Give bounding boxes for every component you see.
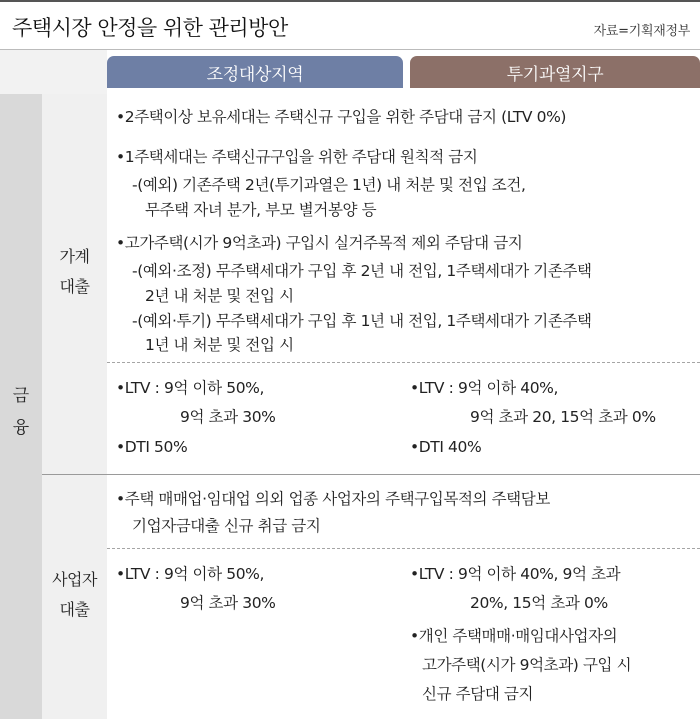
household-rule-1: •2주택이상 보유세대는 주택신규 구입을 위한 주담대 금지 (LTV 0%): [116, 108, 567, 126]
source-note: 자료=기획재정부: [593, 24, 690, 39]
household-spec-dti: •DTI 40%: [410, 438, 482, 456]
business-adj-ltv: •LTV : 9억 이하 50%,: [116, 565, 265, 583]
header-speculation-zone: 투기과열지구: [410, 56, 700, 88]
finance-label-line2: 융: [12, 418, 30, 438]
household-rule-2-exception: -(예외) 기존주택 2년(투기과열은 1년) 내 처분 및 전입 조건,: [132, 176, 526, 194]
household-adj-dti: •DTI 50%: [116, 438, 188, 456]
business-divider: [107, 548, 700, 549]
business-label-line1: 사업자: [52, 570, 97, 589]
header-corner: [0, 50, 107, 94]
business-spec-extra-cont1: 고가주택(시가 9억초과) 구입 시: [422, 656, 632, 674]
section-divider: [42, 474, 700, 475]
household-label-line2: 대출: [59, 277, 90, 296]
business-label: [42, 567, 107, 623]
business-spec-extra-cont2: 신규 주담대 금지: [422, 685, 534, 703]
business-spec-ltv-cont: 20%, 15억 초과 0%: [470, 594, 608, 612]
title-bar: [0, 0, 700, 50]
finance-label: [0, 384, 42, 440]
business-label-line2: 대출: [59, 600, 90, 619]
finance-label-line1: 금: [12, 386, 30, 406]
household-rule-2: •1주택세대는 주택신규구입을 위한 주담대 원칙적 금지: [116, 148, 478, 166]
business-rule-1-cont: 기업자금대출 신규 취급 금지: [132, 517, 321, 535]
row-label-business: [42, 475, 107, 719]
row-label-finance: [0, 94, 42, 719]
household-adj-ltv: •LTV : 9억 이하 50%,: [116, 379, 265, 397]
household-rule-3-exception-adj: -(예외·조정) 무주택세대가 구입 후 2년 내 전입, 1주택세대가 기존주택: [132, 262, 592, 280]
household-label: [42, 244, 107, 300]
household-divider: [107, 362, 700, 363]
row-label-household: [42, 94, 107, 474]
column-header-row: [0, 50, 700, 94]
household-rule-3-exception-spec-cont: 1년 내 처분 및 전입 시: [145, 336, 294, 354]
household-label-line1: 가계: [59, 247, 90, 266]
header-adjustment-zone: 조정대상지역: [107, 56, 403, 88]
business-spec-ltv: •LTV : 9억 이하 40%, 9억 초과: [410, 565, 621, 583]
household-spec-ltv-cont: 9억 초과 20, 15억 초과 0%: [470, 408, 656, 426]
business-rule-1: •주택 매매업·임대업 의외 업종 사업자의 주택구입목적의 주택담보: [116, 490, 550, 508]
household-rule-3: •고가주택(시가 9억초과) 구입시 실거주목적 제외 주담대 금지: [116, 234, 523, 252]
household-rule-3-exception-spec: -(예외·투기) 무주택세대가 구입 후 1년 내 전입, 1주택세대가 기존주택: [132, 312, 592, 330]
household-adj-ltv-cont: 9억 초과 30%: [180, 408, 276, 426]
business-adj-ltv-cont: 9억 초과 30%: [180, 594, 276, 612]
household-rule-3-exception-adj-cont: 2년 내 처분 및 전입 시: [145, 287, 294, 305]
page-title: 주택시장 안정을 위한 관리방안: [12, 16, 288, 40]
household-rule-2-exception-cont: 무주택 자녀 분가, 부모 별거봉양 등: [145, 201, 377, 219]
business-spec-extra: •개인 주택매매·매임대사업자의: [410, 627, 618, 645]
household-spec-ltv: •LTV : 9억 이하 40%,: [410, 379, 559, 397]
